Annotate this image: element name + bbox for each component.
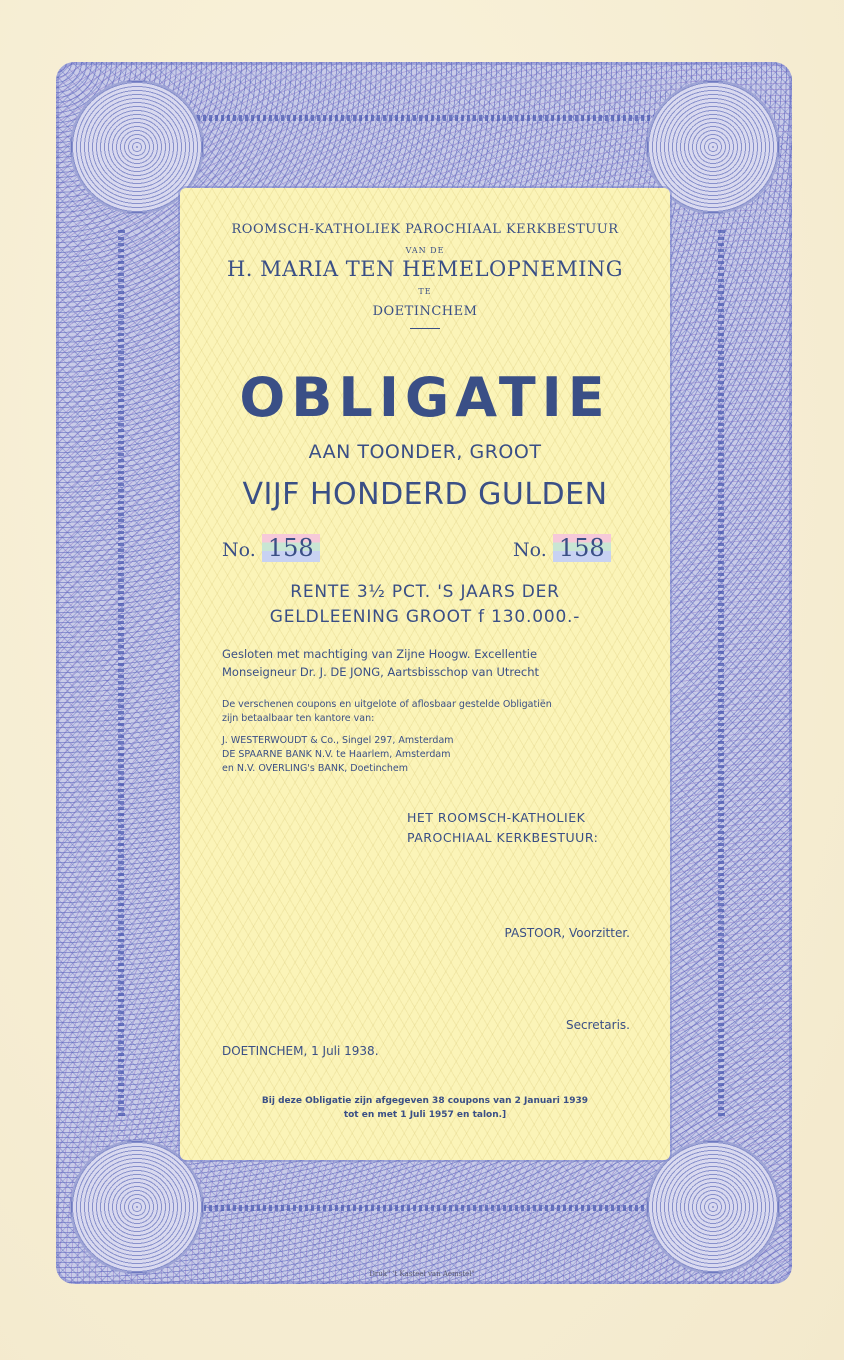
- border-ornament-bottom: [150, 1205, 686, 1211]
- paying-bank-1: J. WESTERWOUDT & Co., Singel 297, Amsterdam: [222, 735, 454, 746]
- paying-bank-2: DE SPAARNE BANK N.V. te Haarlem, Amsterdam: [222, 749, 451, 760]
- authorization-line-2: Monseigneur Dr. J. DE JONG, Aartsbisschop van Utrecht: [222, 665, 540, 679]
- issuer-line-4: TE: [418, 287, 432, 296]
- board-line-1: HET ROOMSCH-KATHOLIEK: [407, 810, 586, 825]
- paying-bank-3: en N.V. OVERLING's BANK, Doetinchem: [222, 763, 408, 774]
- header-divider: [410, 328, 440, 329]
- serial-label-left: No.: [222, 539, 256, 561]
- issue-date: DOETINCHEM, 1 Juli 1938.: [222, 1044, 379, 1058]
- issuer-city: DOETINCHEM: [372, 304, 478, 319]
- coupons-line-1: De verschenen coupons en uitgelote of aflosbaar gestelde Obligatiën: [222, 699, 552, 710]
- serial-value-left: 158: [262, 534, 320, 562]
- secretary-signature: Secretaris.: [565, 1018, 630, 1032]
- printer-imprint: Druk" 't Kasteel van Aemstel": [369, 1270, 475, 1278]
- issuer-name: H. MARIA TEN HEMELOPNEMING: [226, 257, 624, 281]
- authorization-line-1: Gesloten met machtiging van Zijne Hoogw. Excellentie: [222, 647, 538, 661]
- corner-rosette-bottom-left: [70, 1140, 204, 1274]
- board-line-2: PAROCHIAAL KERKBESTUUR:: [407, 830, 599, 845]
- face-value: VIJF HONDERD GULDEN: [242, 477, 608, 512]
- interest-line-2: GELDLEENING GROOT f 130.000.-: [269, 607, 581, 627]
- coupon-note-line-2: tot en met 1 Juli 1957 en talon.]: [343, 1110, 507, 1120]
- serial-label-right: No.: [513, 539, 547, 561]
- document-subtitle: AAN TOONDER, GROOT: [308, 441, 542, 463]
- border-ornament-top: [150, 115, 686, 121]
- issuer-line-2: VAN DE: [405, 246, 445, 255]
- border-ornament-left: [118, 230, 124, 1116]
- issuer-line-1: ROOMSCH-KATHOLIEK PAROCHIAAL KERKBESTUUR: [231, 222, 619, 237]
- serial-number-left: [222, 534, 320, 562]
- chair-signature: PASTOOR, Voorzitter.: [504, 926, 630, 940]
- interest-line-1: RENTE 3½ PCT. 'S JAARS DER: [290, 582, 560, 602]
- serial-value-right: 158: [553, 534, 611, 562]
- coupon-note-line-1: Bij deze Obligatie zijn afgegeven 38 coupons van 2 Januari 1939: [261, 1096, 589, 1106]
- corner-rosette-bottom-right: [646, 1140, 780, 1274]
- coupons-line-2: zijn betaalbaar ten kantore van:: [222, 713, 375, 724]
- border-ornament-right: [718, 230, 724, 1116]
- serial-number-right: [513, 534, 611, 562]
- document-title: OBLIGATIE: [239, 366, 611, 429]
